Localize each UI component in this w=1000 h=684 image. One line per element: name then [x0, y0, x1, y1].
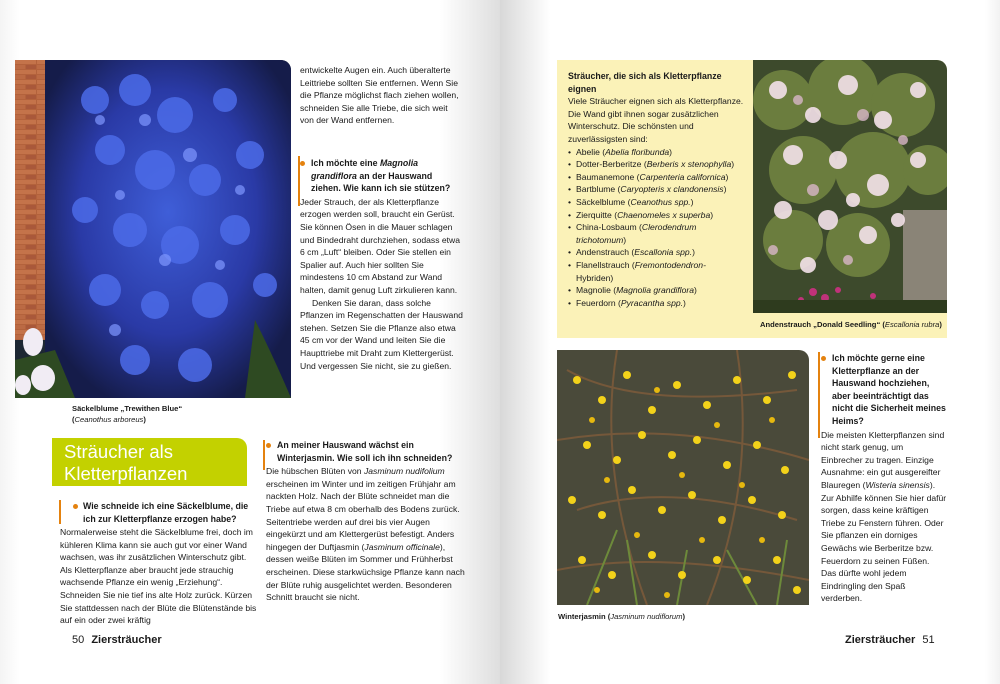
- winterjasmin-caption-end: ): [682, 612, 685, 621]
- sicherheit-answer-a-ital: Wisteria sinensis: [865, 479, 930, 490]
- magnolia-answer-2: Denken Sie daran, dass solche Pflanzen im Regenschatten der Hauswand stehen. Setzen Sie die Pflanze also etwa 45 cm vor der Wand und leiten Sie die Haupttriebe mit Draht zum Klettergerüst. Und vergessen Sie nicht, sie zu gießen.: [300, 297, 463, 371]
- shrub-item-end: ): [669, 146, 673, 157]
- shrub-item-name: Magnolie (: [576, 285, 617, 296]
- shrub-item-name: Dotter-Berberitze (: [576, 159, 647, 170]
- bullet-dot-icon: [73, 504, 78, 509]
- shrub-item-name: Baumanemone (: [576, 171, 640, 182]
- shrub-item-latin: Carpenteria californica: [639, 171, 726, 182]
- shrub-list-item: [568, 196, 746, 209]
- magnolia-question: [300, 157, 464, 195]
- shrub-item-latin: Magnolia grandiflora: [616, 285, 694, 296]
- left-footer: [72, 634, 162, 646]
- shrub-item-end: ): [683, 297, 686, 308]
- shrub-list-item: [568, 284, 746, 297]
- sicherheit-answer: [821, 429, 947, 605]
- shrub-list-title: Sträucher, die sich als Kletterpflanze eignen: [568, 71, 722, 94]
- shrub-list-item: [568, 171, 746, 184]
- winterjasmin-illustration: [557, 350, 809, 605]
- shrub-list-item: [568, 246, 746, 259]
- shrub-item-latin: Abelia floribunda: [605, 146, 670, 157]
- shrub-list-item: [568, 221, 746, 246]
- winterjasmin-caption-latin: Jasminum nudiflorum: [610, 612, 683, 621]
- ceanothus-caption-name: Säckelblume „Trewithen Blue“: [72, 404, 183, 413]
- shrub-item-end: ): [710, 209, 714, 220]
- shrub-list-item: [568, 183, 746, 196]
- winterjasmin-question: [266, 439, 466, 464]
- sicherheit-rule: [818, 352, 820, 438]
- winterjasmin-caption-name: Winterjasmin (: [558, 612, 611, 621]
- winterjasmin-rule: [263, 440, 265, 470]
- ceanothus-caption-latin: Ceanothus arboreus: [74, 414, 144, 424]
- escallonia-caption-end: ): [939, 320, 942, 329]
- escallonia-illustration: [753, 60, 947, 313]
- ceanothus-photo: [15, 60, 291, 398]
- sicherheit-block: [821, 352, 947, 605]
- shrub-list-intro: Viele Sträucher eignen sich als Kletterpflanze. Die Wand gibt ihnen sogar zusätzlichen Winterschutz. Die schönsten und zuverlässigsten sind:: [568, 96, 744, 144]
- shrub-item-name: Zierquitte (: [576, 209, 618, 220]
- shrub-list-item: [568, 158, 746, 171]
- shrub-item-latin: Fremontodendron-: [634, 259, 706, 270]
- shrub-item-end: ): [692, 247, 695, 258]
- sicherheit-question-text: Ich möchte gerne eine Kletterpflanze an der Hauswand hochziehen, aber beeinträchtigt das nicht die Sicherheit meines Heims?: [832, 353, 946, 426]
- bullet-dot-icon: [300, 161, 305, 166]
- bullet-dot-icon: [266, 443, 271, 448]
- winterjasmin-caption: [558, 612, 808, 623]
- shrub-item-end: ): [623, 234, 627, 245]
- magnolia-answer-1: Jeder Strauch, der als Kletterpflanze erzogen werden soll, braucht ein Gerüst. Sie können Ösen in die Mauer schlagen und Bindedraht durchziehen, sodass etwa 6 cm „Luft“ bleiben. Oder Sie stellen ein Spalier auf. Auch hier sollten Sie mindestens 10 cm Abstand zur Wand halten, damit genug Luft zirkulieren kann.: [300, 196, 461, 295]
- winterjasmin-answer-b-ital: Jasminum officinale: [364, 541, 440, 552]
- shrub-list-item: [568, 209, 746, 222]
- magnolia-question-italic: Magnolia grandiflora: [311, 158, 419, 181]
- shrub-item-latin: Pyracantha spp.: [620, 297, 684, 308]
- shrub-item-end: ): [690, 196, 694, 207]
- shrub-item-name: Andenstrauch (: [576, 247, 635, 258]
- winterjasmin-answer-a: Die hübschen Blüten von: [266, 466, 364, 477]
- shrub-list-item: [568, 146, 746, 159]
- escallonia-caption: [760, 320, 960, 331]
- winterjasmin-answer: [266, 465, 466, 604]
- shrub-list: [568, 146, 746, 310]
- magnolia-question-pre: Ich möchte eine: [311, 158, 380, 168]
- ceanothus-illustration: [15, 60, 291, 398]
- shrub-item-latin: Chaenomeles x superba: [617, 209, 711, 220]
- shrub-list-item: [568, 259, 746, 284]
- right-column-top-text: [300, 64, 462, 127]
- right-footer: [845, 634, 935, 646]
- shrub-item-latin: Clerodendrum trichotomum: [576, 222, 697, 245]
- shrub-item-name: Abelie (: [576, 146, 606, 157]
- shrub-item-name: China-Losbaum (: [576, 222, 642, 233]
- sicherheit-answer-a: Die meisten Kletterpflanzen sind nicht stark genug, um Einbrecher zu tragen. Einzige Ausnahme: ein gut ausgereifter Blauregen (: [821, 429, 945, 490]
- winterjasmin-answer-b: erscheinen im Winter und im zeitigen Frühjahr am nackten Holz. Nach der Blüte schneidet man die Triebe auf etwa 8 cm oberhalb des Bodens zurück. Seitentriebe werden auf drei bis vier Augen eingekürzt und am Klettergerüst befestigt. Anders hingegen der Duftjasmin (: [266, 478, 460, 552]
- shrub-item-name: Säckelblume (: [576, 196, 631, 207]
- sicherheit-answer-b: ). Zur Abhilfe können Sie hier dafür sorgen, dass keine kräftigen Triebe zu Fenstern führen. Oder Sie pflanzen ein dorniges Gewächs wie Berberitze bzw. Feuerdorn zu seinen Füßen. Das dürfte wohl jedem Eindringling den Spaß verderben.: [821, 479, 947, 604]
- winterjasmin-block: [266, 439, 466, 604]
- saeckelblume-answer: [60, 526, 258, 627]
- saeckelblume-question: Wie schneide ich eine Säckelblume, die ich zur Kletterpflanze erzogen habe?: [83, 501, 249, 524]
- shrub-item-end: ): [731, 159, 735, 170]
- continuation-paragraph: entwickelte Augen ein. Auch überalterte Leittriebe sollten Sie entfernen. Wenn Sie die Pflanze möglichst flach ziehen wollen, schneiden Sie alle Triebe, die sich weit von der Wand entfernen.: [300, 65, 459, 126]
- winterjasmin-answer-a-ital: Jasminum nudifolium: [363, 466, 445, 477]
- shrub-item-latin: Escallonia spp.: [634, 247, 693, 258]
- bullet-dot-icon: [821, 356, 826, 361]
- section-heading: Sträucher als Kletterpflanzen: [64, 441, 188, 484]
- shrub-item-latin: Ceanothus spp.: [630, 196, 691, 207]
- shrub-item-name: Flanellstrauch (: [576, 259, 635, 270]
- shrub-item-end: ): [694, 285, 697, 296]
- right-page: [500, 0, 1000, 684]
- winterjasmin-answer-c: ), dessen weiße Blüten im Sommer und Frühherbst erscheinen. Diese starkwüchsige Pflanze kann nach der Blüte ruhig ausgelichtet werden. Besonderen Schnitt braucht sie nicht.: [266, 541, 465, 603]
- right-page-number: 51: [922, 634, 935, 646]
- escallonia-photo: [753, 60, 947, 313]
- shrub-item-end: ): [723, 184, 727, 195]
- winterjasmin-photo: [557, 350, 809, 605]
- left-page-number: 50: [72, 634, 85, 646]
- shrub-item-latin: Caryopteris x clandonensis: [620, 184, 724, 195]
- shrub-list-item: [568, 297, 746, 310]
- shrub-item-name: Bartblume (: [576, 184, 621, 195]
- right-footer-section: Ziersträucher: [845, 634, 916, 646]
- shrub-list-content: [568, 70, 746, 309]
- winterjasmin-question-text: An meiner Hauswand wächst ein Winterjasmin. Wie soll ich ihn schneiden?: [277, 440, 453, 463]
- shrub-item-end: Hybriden): [576, 272, 614, 283]
- magnolia-answer: [300, 196, 464, 372]
- escallonia-caption-latin: Escallonia rubra: [884, 320, 940, 329]
- shrub-item-name: Feuerdorn (: [576, 297, 621, 308]
- ceanothus-caption: Säckelblume „Trewithen Blue“ (Ceanothus arboreus): [72, 404, 183, 424]
- escallonia-caption-name: Andenstrauch „Donald Seedling“ (: [760, 320, 885, 329]
- left-footer-section: Ziersträucher: [91, 634, 162, 646]
- section-heading-box: [52, 438, 247, 486]
- shrub-item-end: ): [725, 171, 729, 182]
- saeckelblume-block: [60, 500, 256, 525]
- magnolia-question-post: an der Hauswand ziehen. Wie kann ich sie stützen?: [311, 170, 451, 194]
- sicherheit-question: [821, 352, 947, 428]
- magnolia-question-block: [300, 157, 464, 372]
- shrub-item-latin: Berberis x stenophylla: [646, 159, 732, 170]
- saeckelblume-answer-text: Normalerweise steht die Säckelblume frei, doch im kühleren Klima kann sie auch gut vor einer Wand wachsen, was ihr zusätzlichen Winterschutz gibt. Als Kletterpflanze aber braucht jede strauchig wachsende Pflanze ein wenig „Erziehung“. Schneiden Sie nie tief ins alte Holz zurück. Kürzen Sie stattdessen nach der Blüte die Blütenstände bis auf ein oder zwei kräftig: [60, 527, 257, 626]
